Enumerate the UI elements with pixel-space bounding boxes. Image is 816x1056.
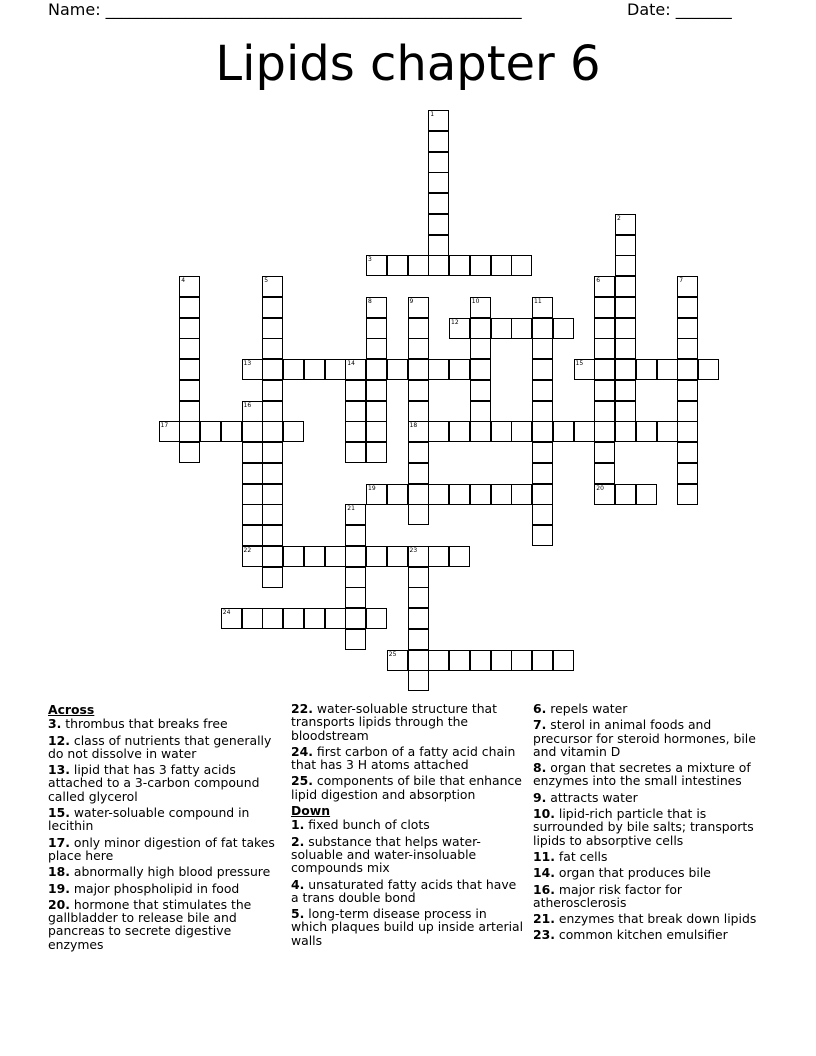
grid-cell[interactable] <box>553 318 574 339</box>
grid-cell[interactable] <box>511 318 532 339</box>
clue-number: 25 <box>388 650 397 658</box>
grid-cell[interactable] <box>262 380 283 401</box>
grid-cell[interactable] <box>594 359 615 380</box>
grid-cell[interactable] <box>449 484 470 505</box>
grid-cell[interactable] <box>221 421 242 442</box>
clue-item-text: major risk factor for atherosclerosis <box>533 881 683 910</box>
clue-item-number: 21. <box>533 911 555 927</box>
grid-cell[interactable] <box>408 380 429 401</box>
grid-cell[interactable] <box>200 421 221 442</box>
clue-item-number: 1. <box>291 817 305 833</box>
clue-item-text: organ that secretes a mixture of enzymes into the small intestines <box>533 760 751 789</box>
clue-item <box>533 702 773 715</box>
grid-cell[interactable] <box>491 421 512 442</box>
clue-number: 7 <box>679 277 684 284</box>
clue-number: 3 <box>368 256 372 264</box>
clue-number: 17 <box>160 422 169 430</box>
grid-cell[interactable] <box>408 650 429 671</box>
clue-item-text: attracts water <box>550 789 638 805</box>
clue-number: 24 <box>222 609 231 616</box>
clue-number: 18 <box>409 422 418 430</box>
grid-cell[interactable] <box>594 401 615 422</box>
grid-cell[interactable] <box>262 567 283 588</box>
clue-item <box>533 791 773 804</box>
grid-cell[interactable] <box>511 421 532 442</box>
grid-cell[interactable] <box>242 525 263 546</box>
clue-item <box>291 835 525 875</box>
clue-item <box>291 907 525 947</box>
clue-item-number: 9. <box>533 789 547 805</box>
clue-number: 13 <box>243 360 252 367</box>
grid-cell[interactable] <box>283 546 304 567</box>
clue-number: 4 <box>181 277 186 284</box>
clue-item <box>533 807 773 847</box>
clue-item-text: repels water <box>550 701 628 716</box>
grid-cell[interactable] <box>408 338 429 359</box>
grid-cell[interactable] <box>428 255 449 276</box>
grid-cell[interactable] <box>345 525 366 546</box>
grid-cell[interactable] <box>615 338 636 359</box>
grid-cell[interactable] <box>470 380 491 401</box>
grid-cell[interactable] <box>408 318 429 339</box>
grid-cell[interactable] <box>428 546 449 567</box>
grid-cell[interactable] <box>325 359 346 380</box>
clue-item-number: 16. <box>533 881 555 897</box>
grid-cell[interactable] <box>366 546 387 567</box>
clue-item-text: thrombus that breaks free <box>65 716 228 732</box>
clue-item-number: 17. <box>48 834 70 850</box>
grid-cell[interactable] <box>262 546 283 567</box>
clue-item-number: 11. <box>533 848 555 864</box>
grid-cell[interactable] <box>491 318 512 339</box>
grid-cell[interactable] <box>242 421 263 442</box>
grid-cell[interactable] <box>470 401 491 422</box>
grid-cell[interactable] <box>428 172 449 193</box>
clue-item <box>533 718 773 758</box>
clue-number: 2 <box>617 214 621 222</box>
clue-item <box>48 717 284 730</box>
clue-column-2 <box>291 702 525 950</box>
date-field-label: Date: _______ <box>627 0 732 19</box>
grid-cell[interactable] <box>387 359 408 380</box>
grid-cell[interactable] <box>345 546 366 567</box>
grid-cell[interactable] <box>532 359 553 380</box>
grid-cell[interactable] <box>408 463 429 484</box>
clue-number: 21 <box>347 505 355 513</box>
grid-cell[interactable] <box>470 255 491 276</box>
grid-cell[interactable] <box>470 421 491 442</box>
grid-cell[interactable] <box>470 338 491 359</box>
grid-cell[interactable] <box>677 359 698 380</box>
clue-item <box>48 734 284 761</box>
grid-cell[interactable] <box>615 421 636 442</box>
grid-cell[interactable] <box>428 421 449 442</box>
grid-cell[interactable] <box>283 421 304 442</box>
clue-item <box>291 774 525 801</box>
grid-cell[interactable] <box>345 567 366 588</box>
grid-cell[interactable] <box>615 401 636 422</box>
clue-item-text: water-soluable structure that transports lipids through the bloodstream <box>291 701 498 743</box>
grid-cell[interactable] <box>677 421 698 442</box>
grid-cell[interactable] <box>470 484 491 505</box>
name-field-label: Name: ____________________________________________________ <box>48 0 522 19</box>
clue-item-text: abnormally high blood pressure <box>73 864 271 880</box>
clue-item-text: water-soluable compound in lecithin <box>48 805 250 834</box>
grid-cell[interactable] <box>470 318 491 339</box>
grid-cell[interactable] <box>532 525 553 546</box>
grid-cell[interactable] <box>698 359 719 380</box>
grid-cell[interactable] <box>677 484 698 505</box>
grid-cell[interactable] <box>345 421 366 442</box>
grid-cell[interactable] <box>449 255 470 276</box>
grid-cell[interactable] <box>657 421 678 442</box>
grid-cell[interactable] <box>574 421 595 442</box>
grid-cell[interactable] <box>262 421 283 442</box>
grid-cell[interactable] <box>179 297 200 318</box>
clue-item-text: enzymes that break down lipids <box>558 911 757 927</box>
grid-cell[interactable] <box>179 380 200 401</box>
grid-cell[interactable] <box>594 318 615 339</box>
grid-cell[interactable] <box>262 401 283 422</box>
clue-item <box>533 761 773 788</box>
grid-cell[interactable] <box>636 421 657 442</box>
clue-item <box>533 928 773 941</box>
grid-cell[interactable] <box>408 629 429 650</box>
clue-item-text: unsaturated fatty acids that have a trans double bond <box>291 876 517 905</box>
grid-cell[interactable] <box>428 214 449 235</box>
grid-cell[interactable] <box>511 650 532 671</box>
clue-number: 20 <box>596 484 604 492</box>
grid-cell[interactable] <box>636 484 657 505</box>
grid-cell[interactable] <box>657 359 678 380</box>
grid-cell[interactable] <box>615 297 636 318</box>
clue-item-text: fat cells <box>558 848 608 864</box>
grid-cell[interactable] <box>366 359 387 380</box>
grid-cell[interactable] <box>428 484 449 505</box>
clue-item <box>48 806 284 833</box>
grid-cell[interactable] <box>366 318 387 339</box>
grid-cell[interactable] <box>449 650 470 671</box>
grid-cell[interactable] <box>387 484 408 505</box>
grid-cell[interactable] <box>428 131 449 152</box>
grid-cell[interactable] <box>532 318 553 339</box>
grid-cell[interactable] <box>615 276 636 297</box>
grid-cell[interactable] <box>325 608 346 629</box>
clue-item-number: 4. <box>291 876 305 892</box>
clue-heading-down: Down <box>291 803 331 819</box>
clue-number: 6 <box>596 277 601 284</box>
clue-number: 16 <box>243 401 252 409</box>
clue-item-number: 8. <box>533 760 547 776</box>
clue-number: 10 <box>471 297 480 305</box>
grid-cell[interactable] <box>262 484 283 505</box>
grid-cell[interactable] <box>283 608 304 629</box>
grid-cell[interactable] <box>387 255 408 276</box>
grid-cell[interactable] <box>366 608 387 629</box>
clue-number: 11 <box>534 297 542 305</box>
clue-item <box>533 866 773 879</box>
grid-cell[interactable] <box>491 650 512 671</box>
grid-cell[interactable] <box>449 359 470 380</box>
grid-cell[interactable] <box>262 318 283 339</box>
grid-cell[interactable] <box>408 567 429 588</box>
clue-column-1 <box>48 702 284 954</box>
grid-cell[interactable] <box>345 401 366 422</box>
grid-cell[interactable] <box>262 297 283 318</box>
grid-cell[interactable] <box>262 359 283 380</box>
clue-item-text: lipid-rich particle that is surrounded by bile salts; transports lipids to absorptive cells <box>533 806 754 848</box>
clue-item-number: 2. <box>291 833 305 849</box>
clue-number: 14 <box>347 360 355 367</box>
clue-item-number: 15. <box>48 805 70 821</box>
clue-item <box>48 882 284 895</box>
grid-cell[interactable] <box>408 504 429 525</box>
clue-column-3 <box>533 702 773 945</box>
grid-cell[interactable] <box>532 380 553 401</box>
grid-cell[interactable] <box>242 463 263 484</box>
grid-cell[interactable] <box>449 421 470 442</box>
grid-cell[interactable] <box>532 650 553 671</box>
grid-cell[interactable] <box>408 587 429 608</box>
grid-cell[interactable] <box>615 380 636 401</box>
grid-cell[interactable] <box>553 650 574 671</box>
grid-cell[interactable] <box>532 504 553 525</box>
clue-item-text: first carbon of a fatty acid chain that has 3 H atoms attached <box>291 743 516 773</box>
grid-cell[interactable] <box>179 338 200 359</box>
clue-item-text: major phospholipid in food <box>73 880 240 896</box>
grid-cell[interactable] <box>345 380 366 401</box>
grid-cell[interactable] <box>408 359 429 380</box>
clue-item <box>48 898 284 951</box>
grid-cell[interactable] <box>345 587 366 608</box>
clue-item-text: organ that produces bile <box>558 865 711 881</box>
grid-cell[interactable] <box>428 152 449 173</box>
clue-item <box>48 763 284 803</box>
grid-cell[interactable] <box>366 442 387 463</box>
clue-item-number: 12. <box>48 732 70 748</box>
clue-item-text: fixed bunch of clots <box>308 817 430 833</box>
grid-cell[interactable] <box>242 608 263 629</box>
clue-item-number: 6. <box>533 701 547 716</box>
clue-item <box>48 836 284 863</box>
clue-item <box>533 883 773 910</box>
grid-cell[interactable] <box>532 463 553 484</box>
grid-cell[interactable] <box>594 338 615 359</box>
grid-cell[interactable] <box>325 546 346 567</box>
grid-cell[interactable] <box>262 463 283 484</box>
grid-cell[interactable] <box>615 359 636 380</box>
grid-cell[interactable] <box>179 359 200 380</box>
clue-number: 5 <box>264 277 269 284</box>
grid-cell[interactable] <box>677 338 698 359</box>
grid-cell[interactable] <box>594 297 615 318</box>
grid-cell[interactable] <box>283 359 304 380</box>
grid-cell[interactable] <box>387 546 408 567</box>
grid-cell[interactable] <box>615 235 636 256</box>
grid-cell[interactable] <box>262 608 283 629</box>
clue-item <box>533 850 773 863</box>
clue-item-number: 22. <box>291 701 313 716</box>
grid-cell[interactable] <box>428 193 449 214</box>
grid-cell[interactable] <box>408 401 429 422</box>
clue-item <box>291 702 525 742</box>
grid-cell[interactable] <box>615 318 636 339</box>
grid-cell[interactable] <box>345 608 366 629</box>
clue-item <box>291 745 525 772</box>
grid-cell[interactable] <box>532 401 553 422</box>
clue-item-text: substance that helps water-soluable and water-insoluable compounds mix <box>291 833 481 876</box>
clue-number: 15 <box>575 360 584 367</box>
clue-item <box>48 865 284 878</box>
grid-cell[interactable] <box>345 629 366 650</box>
grid-cell[interactable] <box>242 484 263 505</box>
grid-cell[interactable] <box>677 401 698 422</box>
clue-item-number: 3. <box>48 716 62 732</box>
grid-cell[interactable] <box>428 359 449 380</box>
grid-cell[interactable] <box>408 255 429 276</box>
page-title: Lipids chapter 6 <box>215 36 601 92</box>
clue-item <box>533 912 773 925</box>
clue-item-text: common kitchen emulsifier <box>558 927 728 943</box>
grid-cell[interactable] <box>262 504 283 525</box>
grid-cell[interactable] <box>345 442 366 463</box>
grid-cell[interactable] <box>532 484 553 505</box>
grid-cell[interactable] <box>594 463 615 484</box>
grid-cell[interactable] <box>636 359 657 380</box>
grid-cell[interactable] <box>408 442 429 463</box>
clue-heading-across: Across <box>48 702 95 717</box>
grid-cell[interactable] <box>304 546 325 567</box>
grid-cell[interactable] <box>179 442 200 463</box>
grid-cell[interactable] <box>179 421 200 442</box>
grid-cell[interactable] <box>408 608 429 629</box>
grid-cell[interactable] <box>677 380 698 401</box>
grid-cell[interactable] <box>242 504 263 525</box>
clue-number: 9 <box>409 297 414 305</box>
grid-cell[interactable] <box>366 380 387 401</box>
grid-cell[interactable] <box>615 484 636 505</box>
grid-cell[interactable] <box>594 380 615 401</box>
clue-item-text: lipid that has 3 fatty acids attached to a 3-carbon compound called glycerol <box>48 762 260 804</box>
clue-item <box>291 878 525 905</box>
clue-item-text: only minor digestion of fat takes place here <box>48 834 275 863</box>
grid-cell[interactable] <box>470 650 491 671</box>
clue-item-number: 18. <box>48 864 70 880</box>
clue-number: 8 <box>368 297 372 305</box>
grid-cell[interactable] <box>511 255 532 276</box>
grid-cell[interactable] <box>408 484 429 505</box>
clue-number: 19 <box>368 484 376 492</box>
grid-cell[interactable] <box>262 338 283 359</box>
grid-cell[interactable] <box>491 255 512 276</box>
grid-cell[interactable] <box>366 401 387 422</box>
clue-number: 22 <box>243 546 252 554</box>
clue-item-text: sterol in animal foods and precursor for steroid hormones, bile and vitamin D <box>533 717 756 759</box>
clue-number: 12 <box>451 318 459 326</box>
grid-cell[interactable] <box>366 338 387 359</box>
grid-cell[interactable] <box>677 297 698 318</box>
grid-cell[interactable] <box>449 546 470 567</box>
grid-cell[interactable] <box>304 608 325 629</box>
grid-cell[interactable] <box>428 235 449 256</box>
grid-cell[interactable] <box>615 255 636 276</box>
clue-item-number: 25. <box>291 773 313 789</box>
clue-item-number: 19. <box>48 880 70 896</box>
grid-cell[interactable] <box>408 670 429 691</box>
clue-item-number: 20. <box>48 896 70 912</box>
grid-cell[interactable] <box>532 442 553 463</box>
grid-cell[interactable] <box>304 359 325 380</box>
clue-item-number: 10. <box>533 806 555 822</box>
grid-cell[interactable] <box>262 442 283 463</box>
grid-cell[interactable] <box>470 359 491 380</box>
clue-item-text: components of bile that enhance lipid digestion and absorption <box>291 773 522 802</box>
grid-cell[interactable] <box>594 421 615 442</box>
clue-item-number: 24. <box>291 743 313 759</box>
clue-number: 23 <box>409 546 418 554</box>
clue-item-number: 7. <box>533 717 547 733</box>
grid-cell[interactable] <box>428 650 449 671</box>
grid-cell[interactable] <box>532 338 553 359</box>
grid-cell[interactable] <box>491 484 512 505</box>
clue-item <box>291 818 525 831</box>
clue-item-number: 14. <box>533 865 555 881</box>
grid-cell[interactable] <box>179 318 200 339</box>
clue-item-number: 13. <box>48 762 70 778</box>
grid-cell[interactable] <box>366 421 387 442</box>
grid-cell[interactable] <box>511 484 532 505</box>
grid-cell[interactable] <box>553 421 574 442</box>
grid-cell[interactable] <box>179 401 200 422</box>
clue-item-text: class of nutrients that generally do not dissolve in water <box>48 732 272 761</box>
grid-cell[interactable] <box>677 463 698 484</box>
grid-cell[interactable] <box>532 421 553 442</box>
grid-cell[interactable] <box>594 442 615 463</box>
clue-item-text: hormone that stimulates the gallbladder to release bile and pancreas to secrete digestive enzymes <box>48 896 252 952</box>
clue-item-text: long-term disease process in which plaques build up inside arterial walls <box>291 906 524 948</box>
grid-cell[interactable] <box>262 525 283 546</box>
clue-number: 1 <box>430 111 435 118</box>
clue-item-number: 5. <box>291 906 305 922</box>
grid-cell[interactable] <box>242 442 263 463</box>
grid-cell[interactable] <box>677 318 698 339</box>
clue-item-number: 23. <box>533 927 555 943</box>
grid-cell[interactable] <box>677 442 698 463</box>
